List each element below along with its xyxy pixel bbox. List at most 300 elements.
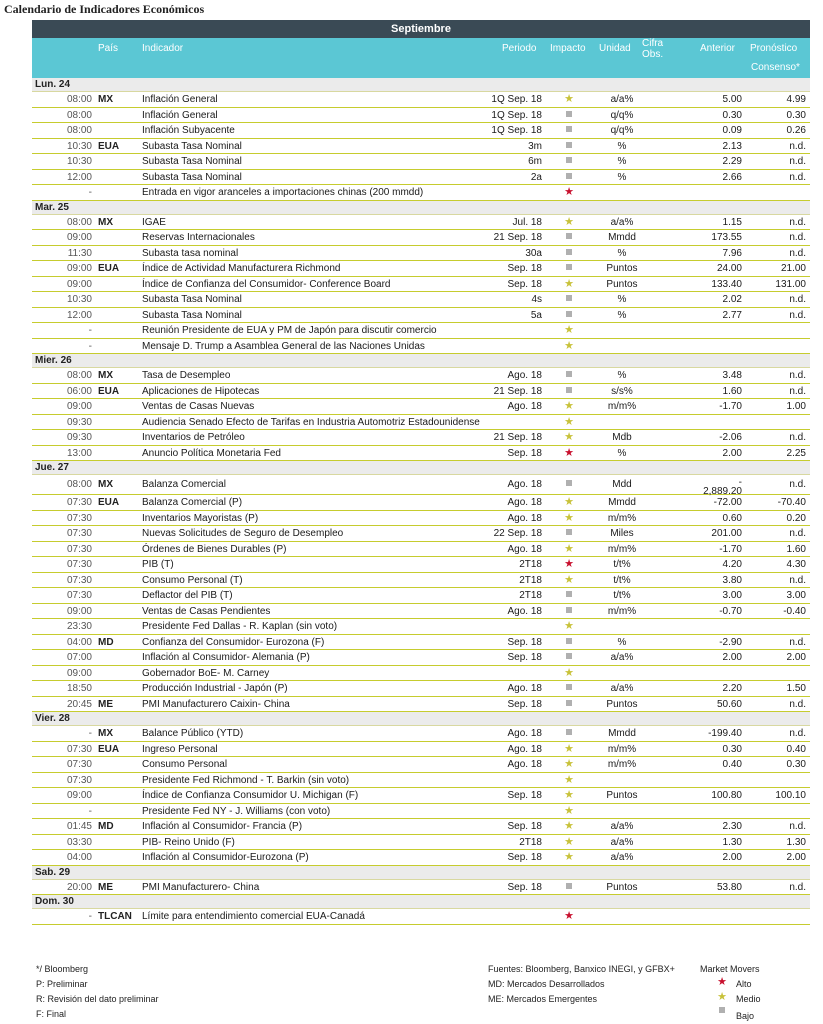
previous-cell: 50.60 [716,698,742,710]
time-cell: 12:00 [66,309,92,321]
time-cell: - [88,805,92,817]
previous-cell: 3.48 [722,370,742,381]
star-yellow-icon: ★ [564,804,574,817]
unit-cell: Mdb [612,432,632,443]
unit-cell: % [617,636,627,648]
table-row [32,573,810,589]
star-yellow-icon: ★ [564,400,574,412]
forecast-cell: 1.50 [786,683,806,694]
md-note: MD: Mercados Desarrollados [488,979,605,989]
square-gray-icon [562,650,576,665]
indicator-cell: Inflación al Consumidor- Alemania (P) [142,652,310,663]
forecast-cell: n.d. [789,821,806,832]
forecast-cell: 1.30 [786,836,806,848]
col-obs-1: Cifra [642,38,664,49]
period-cell: Sep. 18 [507,652,542,663]
indicator-cell: Ventas de Casas Pendientes [142,605,271,617]
time-cell: 18:50 [66,683,92,694]
star-red-icon: ★ [564,558,574,570]
period-cell: Sep. 18 [507,698,542,710]
unit-cell: m/m% [607,543,637,555]
indicator-cell: Subasta Tasa Nominal [142,171,242,183]
previous-cell: 2.66 [722,171,742,183]
forecast-cell: n.d. [789,309,806,321]
period-cell: 21 Sep. 18 [493,385,542,397]
time-cell: 07:00 [66,652,92,663]
previous-cell: 0.30 [722,743,742,755]
previous-cell: 0.60 [722,512,742,524]
star-yellow-icon: ★ [564,215,574,228]
col-country: País [98,43,119,54]
period-cell: 1Q Sep. 18 [491,94,542,105]
previous-cell: 2.02 [722,294,742,305]
country-cell: MD [98,821,114,832]
star-yellow-icon: ★ [564,277,574,290]
period-cell: Ago. 18 [507,401,542,412]
previous-cell: 2.77 [722,309,742,321]
square-gray-icon [562,681,576,696]
unit-cell: % [617,171,627,183]
table-row [32,323,810,339]
star-yellow-icon: ★ [564,820,574,832]
square-gray-icon [562,368,576,383]
previous-cell: 2.00 [722,447,742,459]
square-gray-icon [562,475,576,495]
time-cell: 04:00 [66,852,92,863]
unit-cell: % [617,370,627,381]
forecast-cell: n.d. [789,636,806,648]
unit-cell: q/q% [610,125,634,136]
previous-cell: 2.29 [722,156,742,167]
forecast-cell: n.d. [789,294,806,305]
period-cell: 4s [531,294,542,305]
star-red-icon: ★ [564,446,574,459]
period-cell: 21 Sep. 18 [493,432,542,443]
unit-cell: Puntos [606,278,638,290]
unit-cell: m/m% [607,743,637,755]
time-cell: 07:30 [66,574,92,586]
table-row [32,185,810,201]
star-yellow-icon: ★ [564,324,574,336]
unit-cell: Puntos [606,263,638,274]
time-cell: 07:30 [66,743,92,755]
previous-cell: -2.06 [719,432,742,443]
previous-cell: 0.09 [722,125,742,136]
indicator-cell: Anuncio Política Monetaria Fed [142,447,281,459]
time-cell: 07:30 [66,528,92,539]
time-cell: - [88,187,92,198]
unit-cell: % [617,309,627,321]
indicator-cell: Consumo Personal (T) [142,574,243,586]
country-cell: EUA [98,497,120,508]
previous-cell: 7.96 [722,247,742,259]
unit-cell: Mdd [612,479,632,490]
table-row [32,368,810,384]
period-cell: 2T18 [519,559,542,570]
time-cell: 09:00 [66,263,92,274]
period-cell: 21 Sep. 18 [493,232,542,243]
period-cell: 2T18 [519,836,542,848]
time-cell: 07:30 [66,759,92,770]
forecast-cell: 1.60 [786,543,806,555]
forecast-cell: n.d. [789,574,806,586]
forecast-cell: -0.40 [783,605,806,617]
square-gray-icon [562,384,576,399]
country-cell: MX [98,94,113,105]
square-gray-icon [562,697,576,712]
time-cell: 09:30 [66,416,92,428]
time-cell: 08:00 [66,370,92,381]
unit-cell: a/a% [610,836,634,848]
unit-cell: t/t% [613,574,631,586]
forecast-cell: 2.00 [786,652,806,663]
footnote: P: Preliminar [36,979,88,989]
period-cell: Ago. 18 [507,543,542,555]
unit-cell: Puntos [606,790,638,801]
period-cell: Sep. 18 [507,636,542,648]
country-cell: EUA [98,140,120,152]
table-row [32,773,810,789]
table-row [32,681,810,697]
unit-cell: a/a% [610,821,634,832]
period-cell: 2T18 [519,574,542,586]
time-cell: 09:00 [66,790,92,801]
square-gray-icon [562,588,576,603]
table-row [32,880,810,896]
me-note: ME: Mercados Emergentes [488,994,598,1004]
indicator-cell: Subasta Tasa Nominal [142,156,242,167]
previous-cell: 0.30 [722,109,742,121]
previous-cell: -0.70 [719,605,742,617]
unit-cell: a/a% [610,652,634,663]
table-row [32,804,810,820]
star-yellow-icon: ★ [564,742,574,755]
table-row [32,542,810,558]
day-header: Jue. 27 [32,461,810,475]
day-header: Mier. 26 [32,354,810,368]
forecast-cell: n.d. [789,728,806,739]
table-row [32,835,810,851]
time-cell: - [88,911,92,922]
day-header: Dom. 30 [32,895,810,909]
country-cell: MX [98,370,113,381]
previous-cell: -72.00 [713,497,742,508]
time-cell: 09:00 [66,401,92,412]
table-row [32,308,810,324]
table-row [32,819,810,835]
table-row [32,511,810,527]
unit-cell: % [617,294,627,305]
previous-cell: 2.00 [722,652,742,663]
previous-cell: 2.13 [722,140,742,152]
legend-label-medium: Medio [736,994,761,1004]
table-row [32,619,810,635]
unit-cell: % [617,247,627,259]
table-row [32,277,810,293]
time-cell: 07:30 [66,512,92,524]
forecast-cell: 4.99 [786,94,806,105]
unit-cell: a/a% [610,94,634,105]
indicator-cell: Índice de Actividad Manufacturera Richmond [142,263,341,274]
country-cell: EUA [98,743,120,755]
period-cell: 1Q Sep. 18 [491,125,542,136]
square-gray-icon [562,604,576,619]
forecast-cell: n.d. [789,216,806,228]
star-yellow-icon: ★ [564,835,574,848]
table-row [32,588,810,604]
unit-cell: a/a% [610,852,634,863]
day-header: Vier. 28 [32,712,810,726]
indicator-cell: Audiencia Senado Efecto de Tarifas en Industria Automotriz Estadounidense [142,416,480,428]
unit-cell: Mmdd [608,497,636,508]
previous-cell: 5.00 [722,94,742,105]
previous-cell: 2.30 [722,821,742,832]
column-header-row [32,38,810,78]
legend-star-red-icon: ★ [717,976,727,988]
country-cell: TLCAN [98,911,132,922]
table-row [32,261,810,277]
indicator-cell: Inflación Subyacente [142,125,235,136]
indicator-cell: Entrada en vigor aranceles a importaciones chinas (200 mmdd) [142,187,424,198]
star-yellow-icon: ★ [564,431,574,443]
country-cell: EUA [98,385,120,397]
forecast-cell: n.d. [789,232,806,243]
period-cell: Ago. 18 [507,370,542,381]
forecast-cell: n.d. [789,385,806,397]
month-header: Septiembre [32,20,810,38]
forecast-cell: 3.00 [786,590,806,601]
unit-cell: t/t% [613,590,631,601]
square-gray-icon [562,170,576,185]
indicator-cell: PMI Manufacturero Caixin- China [142,698,290,710]
time-cell: - [88,728,92,739]
unit-cell: Mmdd [608,232,636,243]
table-row [32,170,810,186]
period-cell: Ago. 18 [507,512,542,524]
indicator-cell: Índice de Confianza del Consumidor- Conference Board [142,278,391,290]
forecast-cell: 0.30 [786,109,806,121]
unit-cell: m/m% [607,512,637,524]
square-gray-icon [562,123,576,138]
forecast-cell: n.d. [789,156,806,167]
col-fcst-1: Pronóstico [750,43,798,54]
indicator-cell: Inventarios de Petróleo [142,432,245,443]
star-red-icon: ★ [564,186,574,198]
unit-cell: q/q% [610,109,634,121]
unit-cell: % [617,447,627,459]
time-cell: 07:30 [66,590,92,601]
indicator-cell: Presidente Fed Richmond - T. Barkin (sin voto) [142,774,350,786]
unit-cell: a/a% [610,683,634,694]
footnote: */ Bloomberg [36,964,89,974]
forecast-cell: 21.00 [780,263,806,274]
previous-cell: -1.70 [719,543,742,555]
indicator-cell: Producción Industrial - Japón (P) [142,683,288,694]
forecast-cell: 2.25 [786,447,806,459]
forecast-cell: 0.30 [786,759,806,770]
table-row [32,635,810,651]
table-row [32,399,810,415]
legend-label-low: Bajo [736,1011,755,1021]
table-row [32,850,810,866]
star-yellow-icon: ★ [564,758,574,770]
star-yellow-icon: ★ [564,415,574,428]
country-cell: MX [98,728,113,739]
table-row [32,123,810,139]
country-cell: MX [98,479,113,490]
time-cell: 07:30 [66,543,92,555]
square-gray-icon [562,261,576,276]
forecast-cell: n.d. [789,171,806,183]
period-cell: Sep. 18 [507,263,542,274]
previous-cell: 1.15 [722,216,742,228]
unit-cell: Mmdd [608,728,636,739]
previous-cell: 173.55 [711,232,742,243]
time-cell: 08:00 [66,479,92,490]
indicator-cell: Balance Público (YTD) [142,728,244,739]
indicator-cell: Inventarios Mayoristas (P) [142,512,259,524]
previous-cell: 133.40 [711,278,742,290]
indicator-cell: PMI Manufacturero- China [142,881,260,893]
forecast-cell: n.d. [789,432,806,443]
previous-cell: 100.80 [711,790,742,801]
indicator-cell: Ventas de Casas Nuevas [142,401,255,412]
square-gray-icon [562,880,576,895]
square-gray-icon [562,292,576,307]
period-cell: 1Q Sep. 18 [491,109,542,121]
forecast-cell: n.d. [789,528,806,539]
previous-cell: 1.30 [722,836,742,848]
table-row [32,909,810,925]
period-cell: 6m [528,156,542,167]
indicator-cell: Inflación General [142,94,218,105]
indicator-cell: Ingreso Personal [142,743,218,755]
col-impact: Impacto [550,43,586,54]
legend-square-gray-icon [716,1005,728,1015]
unit-cell: Puntos [606,881,638,893]
time-cell: 08:00 [66,94,92,105]
period-cell: 30a [525,247,542,259]
indicator-cell: Presidente Fed NY - J. Williams (con voto) [142,805,331,817]
table-row [32,726,810,742]
table-row [32,495,810,511]
time-cell: 07:30 [66,559,92,570]
indicator-cell: PIB (T) [142,559,174,570]
unit-cell: m/m% [607,605,637,617]
period-cell: Ago. 18 [507,683,542,694]
table-row [32,757,810,773]
forecast-cell: 0.40 [786,743,806,755]
forecast-cell: n.d. [789,479,806,490]
footnote: F: Final [36,1009,67,1019]
forecast-cell: 1.00 [786,401,806,412]
table-row [32,108,810,124]
forecast-cell: 131.00 [775,278,806,290]
time-cell: 20:45 [66,698,92,710]
period-cell: 22 Sep. 18 [493,528,542,539]
indicator-cell: Reunión Presidente de EUA y PM de Japón para discutir comercio [142,325,437,336]
previous-cell: 201.00 [711,528,742,539]
indicator-cell: Deflactor del PIB (T) [142,590,233,601]
unit-cell: Miles [610,528,634,539]
star-red-icon: ★ [564,910,574,922]
indicator-cell: Tasa de Desempleo [142,370,231,381]
time-cell: - [88,340,92,352]
day-header: Lun. 24 [32,78,810,92]
footer [32,964,810,1024]
time-cell: 06:00 [66,385,92,397]
forecast-cell: 100.10 [775,790,806,801]
time-cell: 09:00 [66,605,92,617]
time-cell: 10:30 [66,140,92,152]
table-row [32,139,810,155]
period-cell: Ago. 18 [507,759,542,770]
period-cell: Sep. 18 [507,278,542,290]
period-cell: Sep. 18 [507,881,542,893]
star-yellow-icon: ★ [564,666,574,679]
time-cell: 08:00 [66,216,92,228]
star-yellow-icon: ★ [564,851,574,863]
table-row [32,154,810,170]
indicator-cell: Subasta Tasa Nominal [142,309,242,321]
unit-cell: a/a% [610,216,634,228]
indicator-cell: Balanza Comercial [142,479,226,490]
country-cell: ME [98,698,113,710]
star-yellow-icon: ★ [564,93,574,105]
col-obs-2: Obs. [642,49,664,60]
table-row [32,557,810,573]
sources-note: Fuentes: Bloomberg, Banxico INEGI, y GFBX+ [488,964,675,974]
unit-cell: t/t% [613,559,631,570]
time-cell: 08:00 [66,125,92,136]
previous-cell: 4.20 [722,559,742,570]
legend-star-yellow-icon: ★ [717,991,727,1003]
time-cell: 11:30 [67,247,92,259]
table-row [32,650,810,666]
previous-cell: -199.40 [708,728,742,739]
star-yellow-icon: ★ [564,496,574,508]
table-row [32,697,810,713]
legend-title: Market Movers [700,964,760,974]
period-cell: Jul. 18 [512,216,542,228]
indicator-cell: Inflación General [142,109,218,121]
square-gray-icon [562,526,576,541]
time-cell: 01:45 [66,821,92,832]
indicator-cell: Mensaje D. Trump a Asamblea General de las Naciones Unidas [142,340,425,352]
star-yellow-icon: ★ [564,573,574,586]
time-cell: 08:00 [66,109,92,121]
period-cell: Sep. 18 [507,852,542,863]
forecast-cell: 0.20 [786,512,806,524]
indicator-cell: Presidente Fed Dallas - R. Kaplan (sin voto) [142,621,338,632]
unit-cell: Puntos [606,698,638,710]
square-gray-icon [562,230,576,245]
indicator-cell: Subasta tasa nominal [142,247,239,259]
time-cell: 07:30 [66,774,92,786]
star-yellow-icon: ★ [564,339,574,352]
time-cell: 09:30 [66,432,92,443]
country-cell: ME [98,881,113,893]
table-row [32,430,810,446]
period-cell: Sep. 18 [507,447,542,459]
col-indicator: Indicador [142,43,184,54]
forecast-cell: n.d. [789,140,806,152]
table-row [32,666,810,682]
period-cell: 2T18 [519,590,542,601]
time-cell: 09:00 [66,667,92,679]
previous-cell: 2.20 [722,683,742,694]
forecast-cell: -70.40 [777,497,806,508]
